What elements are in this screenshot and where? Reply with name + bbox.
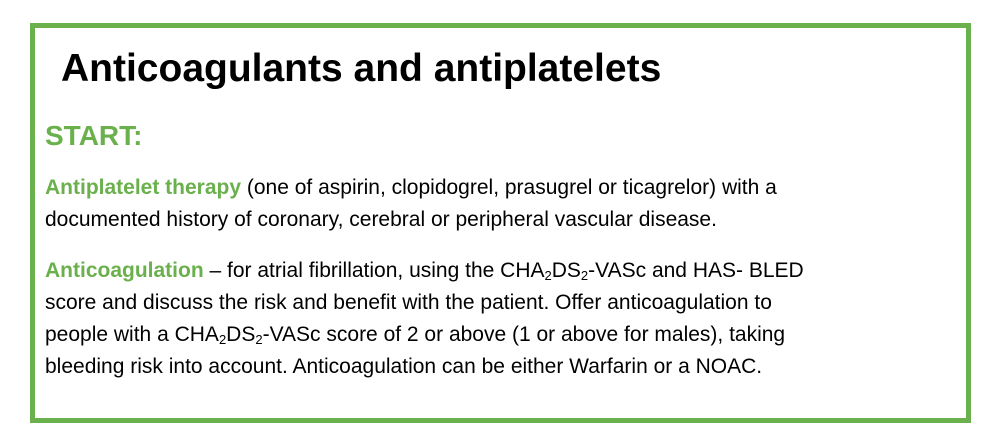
subscript-2: 2 — [218, 332, 227, 347]
page-title: Anticoagulants and antiplatelets — [61, 47, 662, 90]
ds-text: DS — [551, 259, 581, 282]
ds-text: DS — [226, 323, 256, 346]
antiplatelet-label: Antiplatelet therapy — [45, 176, 242, 199]
anticoagulation-label: Anticoagulation — [45, 259, 204, 282]
anticoagulation-text-3b: -VASc score of 2 or above (1 or above for males), taking — [262, 323, 786, 346]
start-heading: START: — [45, 120, 143, 151]
anticoagulation-paragraph — [45, 255, 945, 383]
anticoagulation-text-1b: -VASc and HAS- BLED — [588, 259, 804, 282]
anticoagulation-line-3 — [45, 319, 945, 351]
anticoagulation-line-1 — [45, 255, 945, 287]
anticoagulation-text-3a: people with a CHA — [45, 323, 219, 346]
anticoagulation-line-2: score and discuss the risk and benefit with the patient. Offer anticoagulation to — [45, 291, 772, 314]
subscript-2: 2 — [255, 332, 263, 347]
antiplatelet-line-1 — [45, 172, 945, 204]
anticoagulation-line-4: bleeding risk into account. Anticoagulation can be either Warfarin or a NOAC. — [45, 355, 763, 378]
content-panel — [30, 23, 971, 423]
antiplatelet-text-1: (one of aspirin, clopidogrel, prasugrel or ticagrelor) with a — [241, 176, 777, 199]
subscript-2: 2 — [580, 268, 589, 283]
subscript-2: 2 — [544, 268, 552, 283]
antiplatelet-line-2: documented history of coronary, cerebral or peripheral vascular disease. — [45, 208, 717, 231]
antiplatelet-paragraph — [45, 172, 945, 236]
anticoagulation-text-1a: – for atrial fibrillation, using the CHA — [203, 259, 545, 282]
